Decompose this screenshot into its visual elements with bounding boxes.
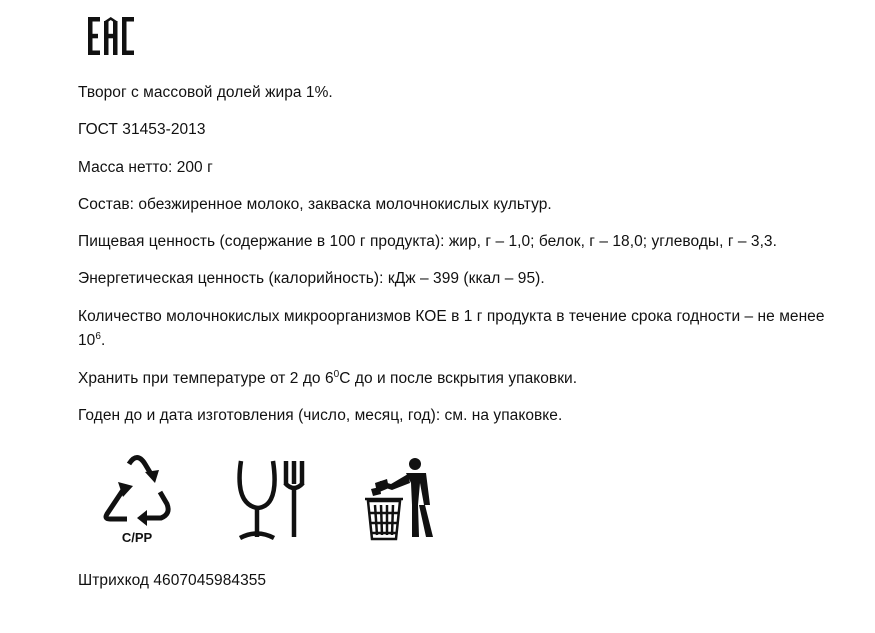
glass-fork-icon (234, 459, 306, 541)
storage-text-end: С до и после вскрытия упаковки. (339, 370, 578, 387)
disposal-symbol (353, 453, 449, 549)
recycling-triangle-icon (99, 452, 175, 530)
tidyman-icon (353, 453, 449, 549)
food-contact-symbol (234, 459, 306, 541)
standard-code: ГОСТ 31453-2013 (78, 121, 206, 138)
expiry-info: Годен до и дата изготовления (число, месяц, год): см. на упаковке. (78, 407, 563, 424)
net-weight: Масса нетто: 200 г (78, 159, 213, 176)
bacteria-count-exponent: 6 (95, 331, 101, 342)
bacteria-count-text: Количество молочнокислых микроорганизмов КОЕ в 1 г продукта в течение срока годности – не менее 10 (78, 308, 825, 349)
product-name: Творог с массовой долей жира 1%. (78, 84, 333, 101)
composition: Состав: обезжиренное молоко, закваска молочнокислых культур. (78, 196, 552, 213)
recycle-code: C/PP (121, 530, 153, 545)
eac-mark-icon (88, 17, 134, 55)
recycling-symbol (99, 452, 175, 552)
storage-text-start: Хранить при температуре от 2 до 6 (78, 370, 334, 387)
storage-degree: 0 (333, 369, 340, 380)
bacteria-count (78, 305, 848, 353)
nutrition-value: Пищевая ценность (содержание в 100 г продукта): жир, г – 1,0; белок, г – 18,0; углеводы, г – 3,3. (78, 233, 777, 250)
barcode-text: Штрихкод 4607045984355 (78, 572, 267, 589)
energy-value: Энергетическая ценность (калорийность): кДж – 399 (ккал – 95). (78, 270, 545, 287)
bacteria-count-end: . (100, 332, 106, 349)
storage-conditions (78, 367, 577, 391)
